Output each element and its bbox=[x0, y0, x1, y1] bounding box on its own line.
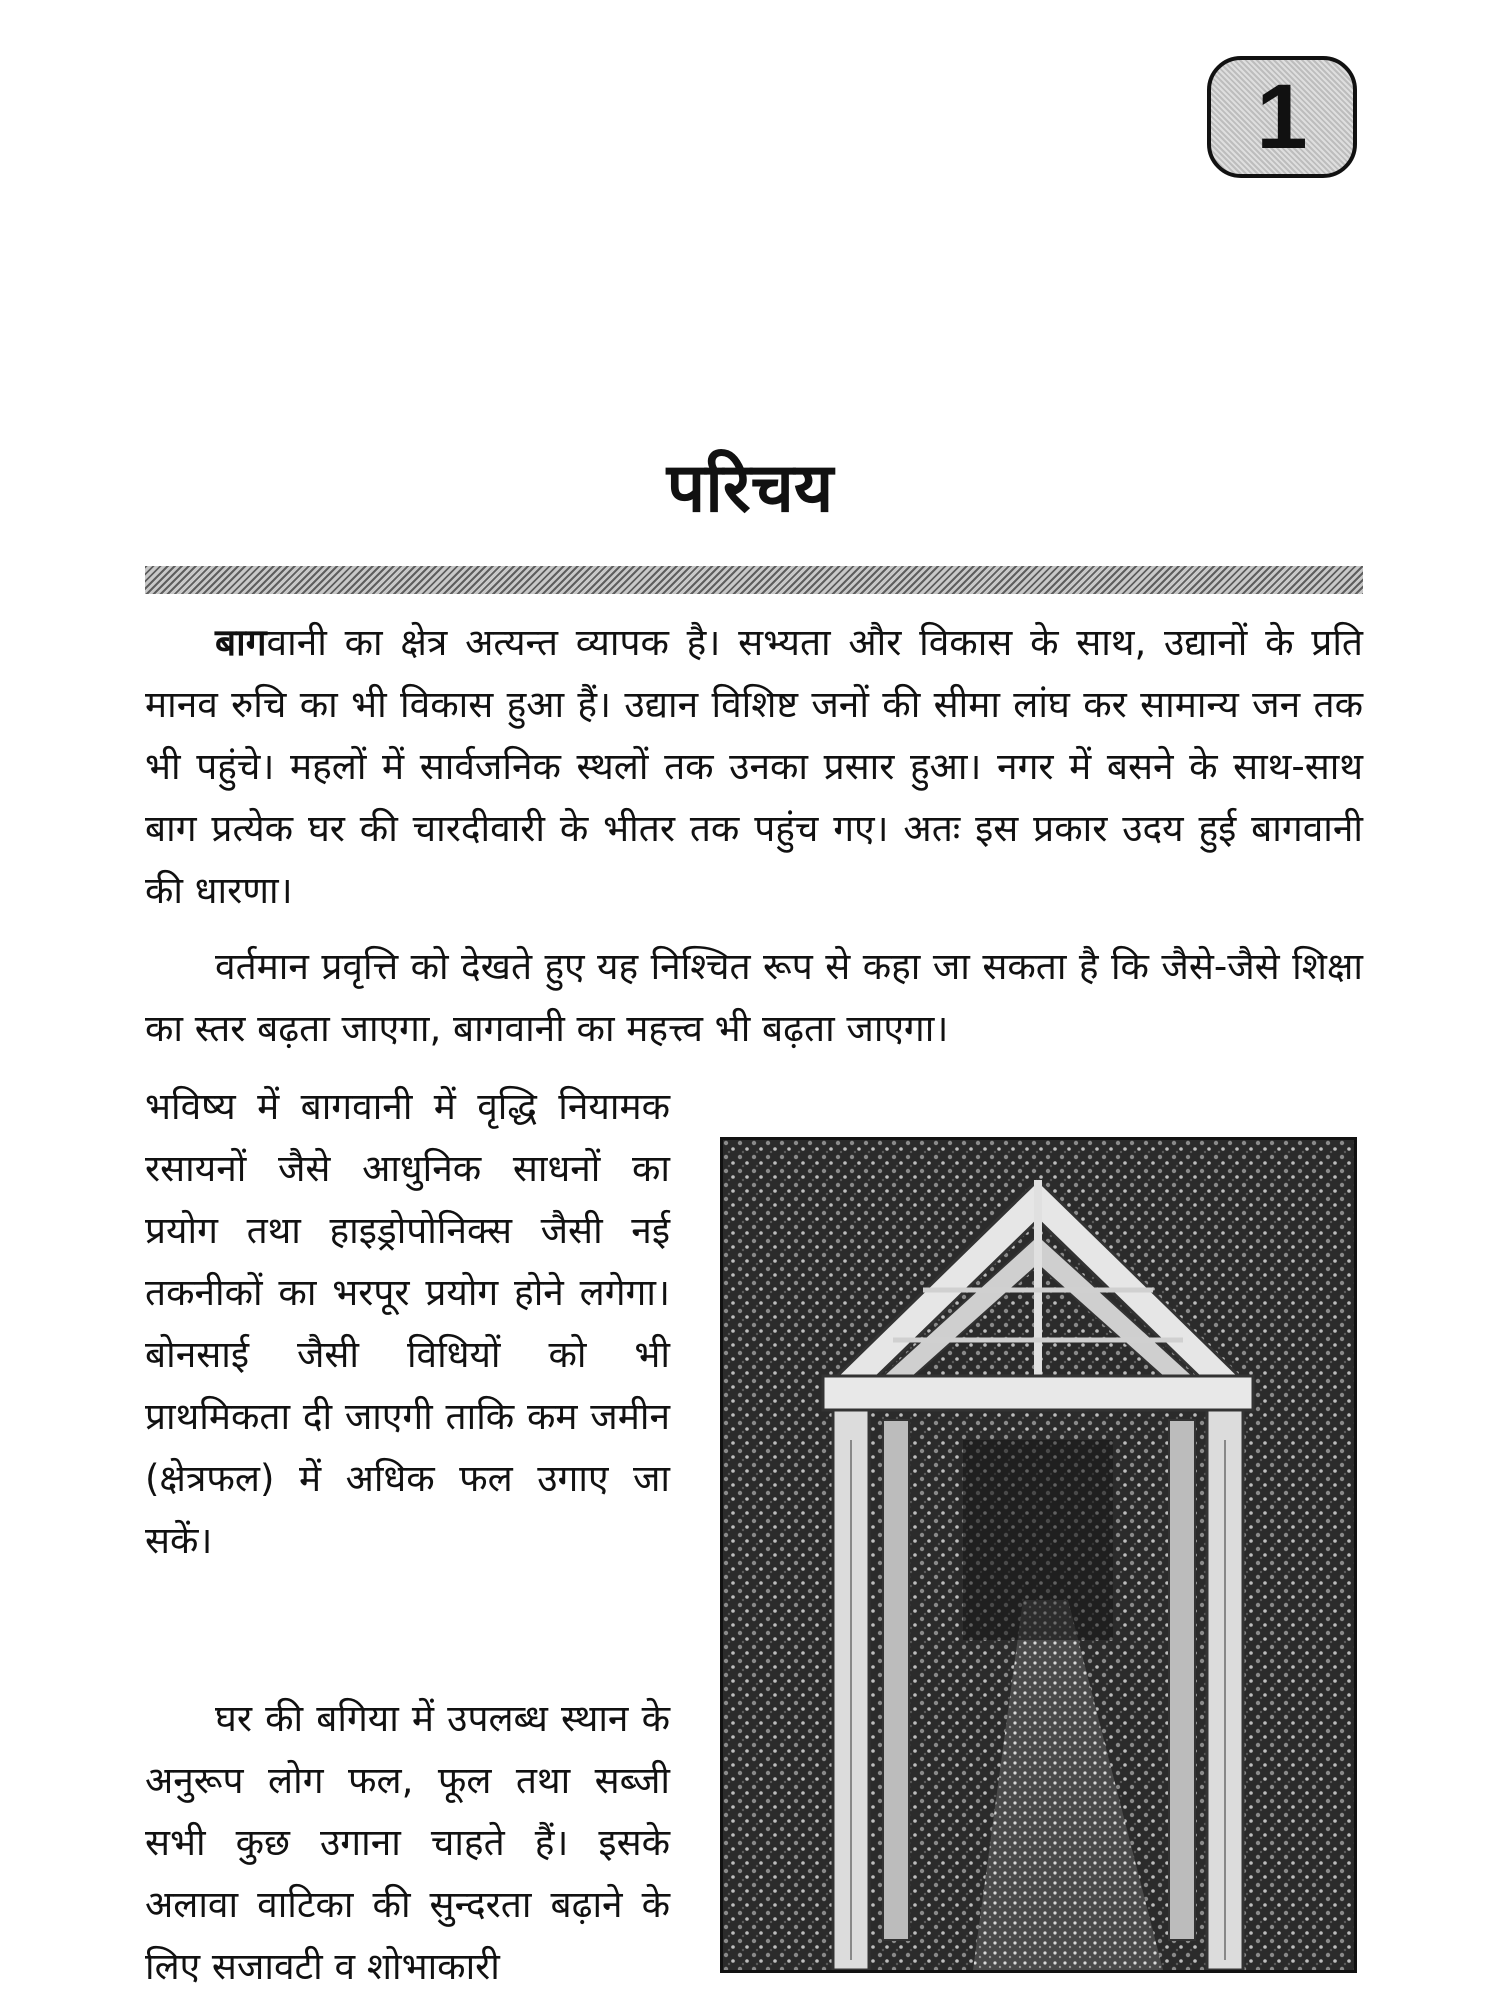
paragraph-intro bbox=[145, 612, 1363, 922]
paragraph-intro-text: वानी का क्षेत्र अत्यन्त व्यापक है। सभ्यता और विकास के साथ, उद्यानों के प्रति मानव रुचि का भी विकास हुआ हैं। उद्यान विशिष्ट जनों की सीमा लांघ कर सामान्य जन तक भी पहुंचे। महलों में सार्वजनिक स्थलों तक उनका प्रसार हुआ। नगर में बसने के साथ-साथ बाग प्रत्येक घर की चारदीवारी के भीतर तक पहुंच गए। अतः इस प्रकार उदय हुई बागवानी की धारणा। bbox=[145, 621, 1363, 912]
paragraph-trend: वर्तमान प्रवृत्ति को देखते हुए यह निश्चित रूप से कहा जा सकता है कि जैसे-जैसे शिक्षा का स्तर बढ़ता जाएगा, बागवानी का महत्त्व भी बढ़ता जाएगा। bbox=[145, 945, 1363, 1050]
paragraph-lead-word: बाग bbox=[215, 621, 267, 664]
title-divider bbox=[145, 566, 1363, 594]
garden-arbor-illustration bbox=[723, 1140, 1354, 1970]
chapter-number-badge: 1 bbox=[1207, 56, 1357, 178]
garden-arbor-photo bbox=[720, 1137, 1357, 1973]
chapter-title: परिचय bbox=[666, 449, 834, 528]
paragraph-home-garden: घर की बगिया में उपलब्ध स्थान के अनुरूप लोग फल, फूल तथा सब्जी सभी कुछ उगाना चाहते हैं। इसके अलावा वाटिका की सुन्दरता बढ़ाने के लिए सजावटी व शोभाकारी bbox=[145, 1697, 670, 1988]
paragraph-future: भविष्य में बागवानी में वृद्धि नियामक रसायनों जैसे आधुनिक साधनों का प्रयोग तथा हाइड्रोपोनिक्स जैसी नई तकनीकों का भरपूर प्रयोग होने लगेगा। बोनसाई जैसी विधियों को भी प्राथमिकता दी जाएगी ताकि कम जमीन (क्षेत्रफल) में अधिक फल उगाए जा सकें। bbox=[145, 1085, 670, 1562]
